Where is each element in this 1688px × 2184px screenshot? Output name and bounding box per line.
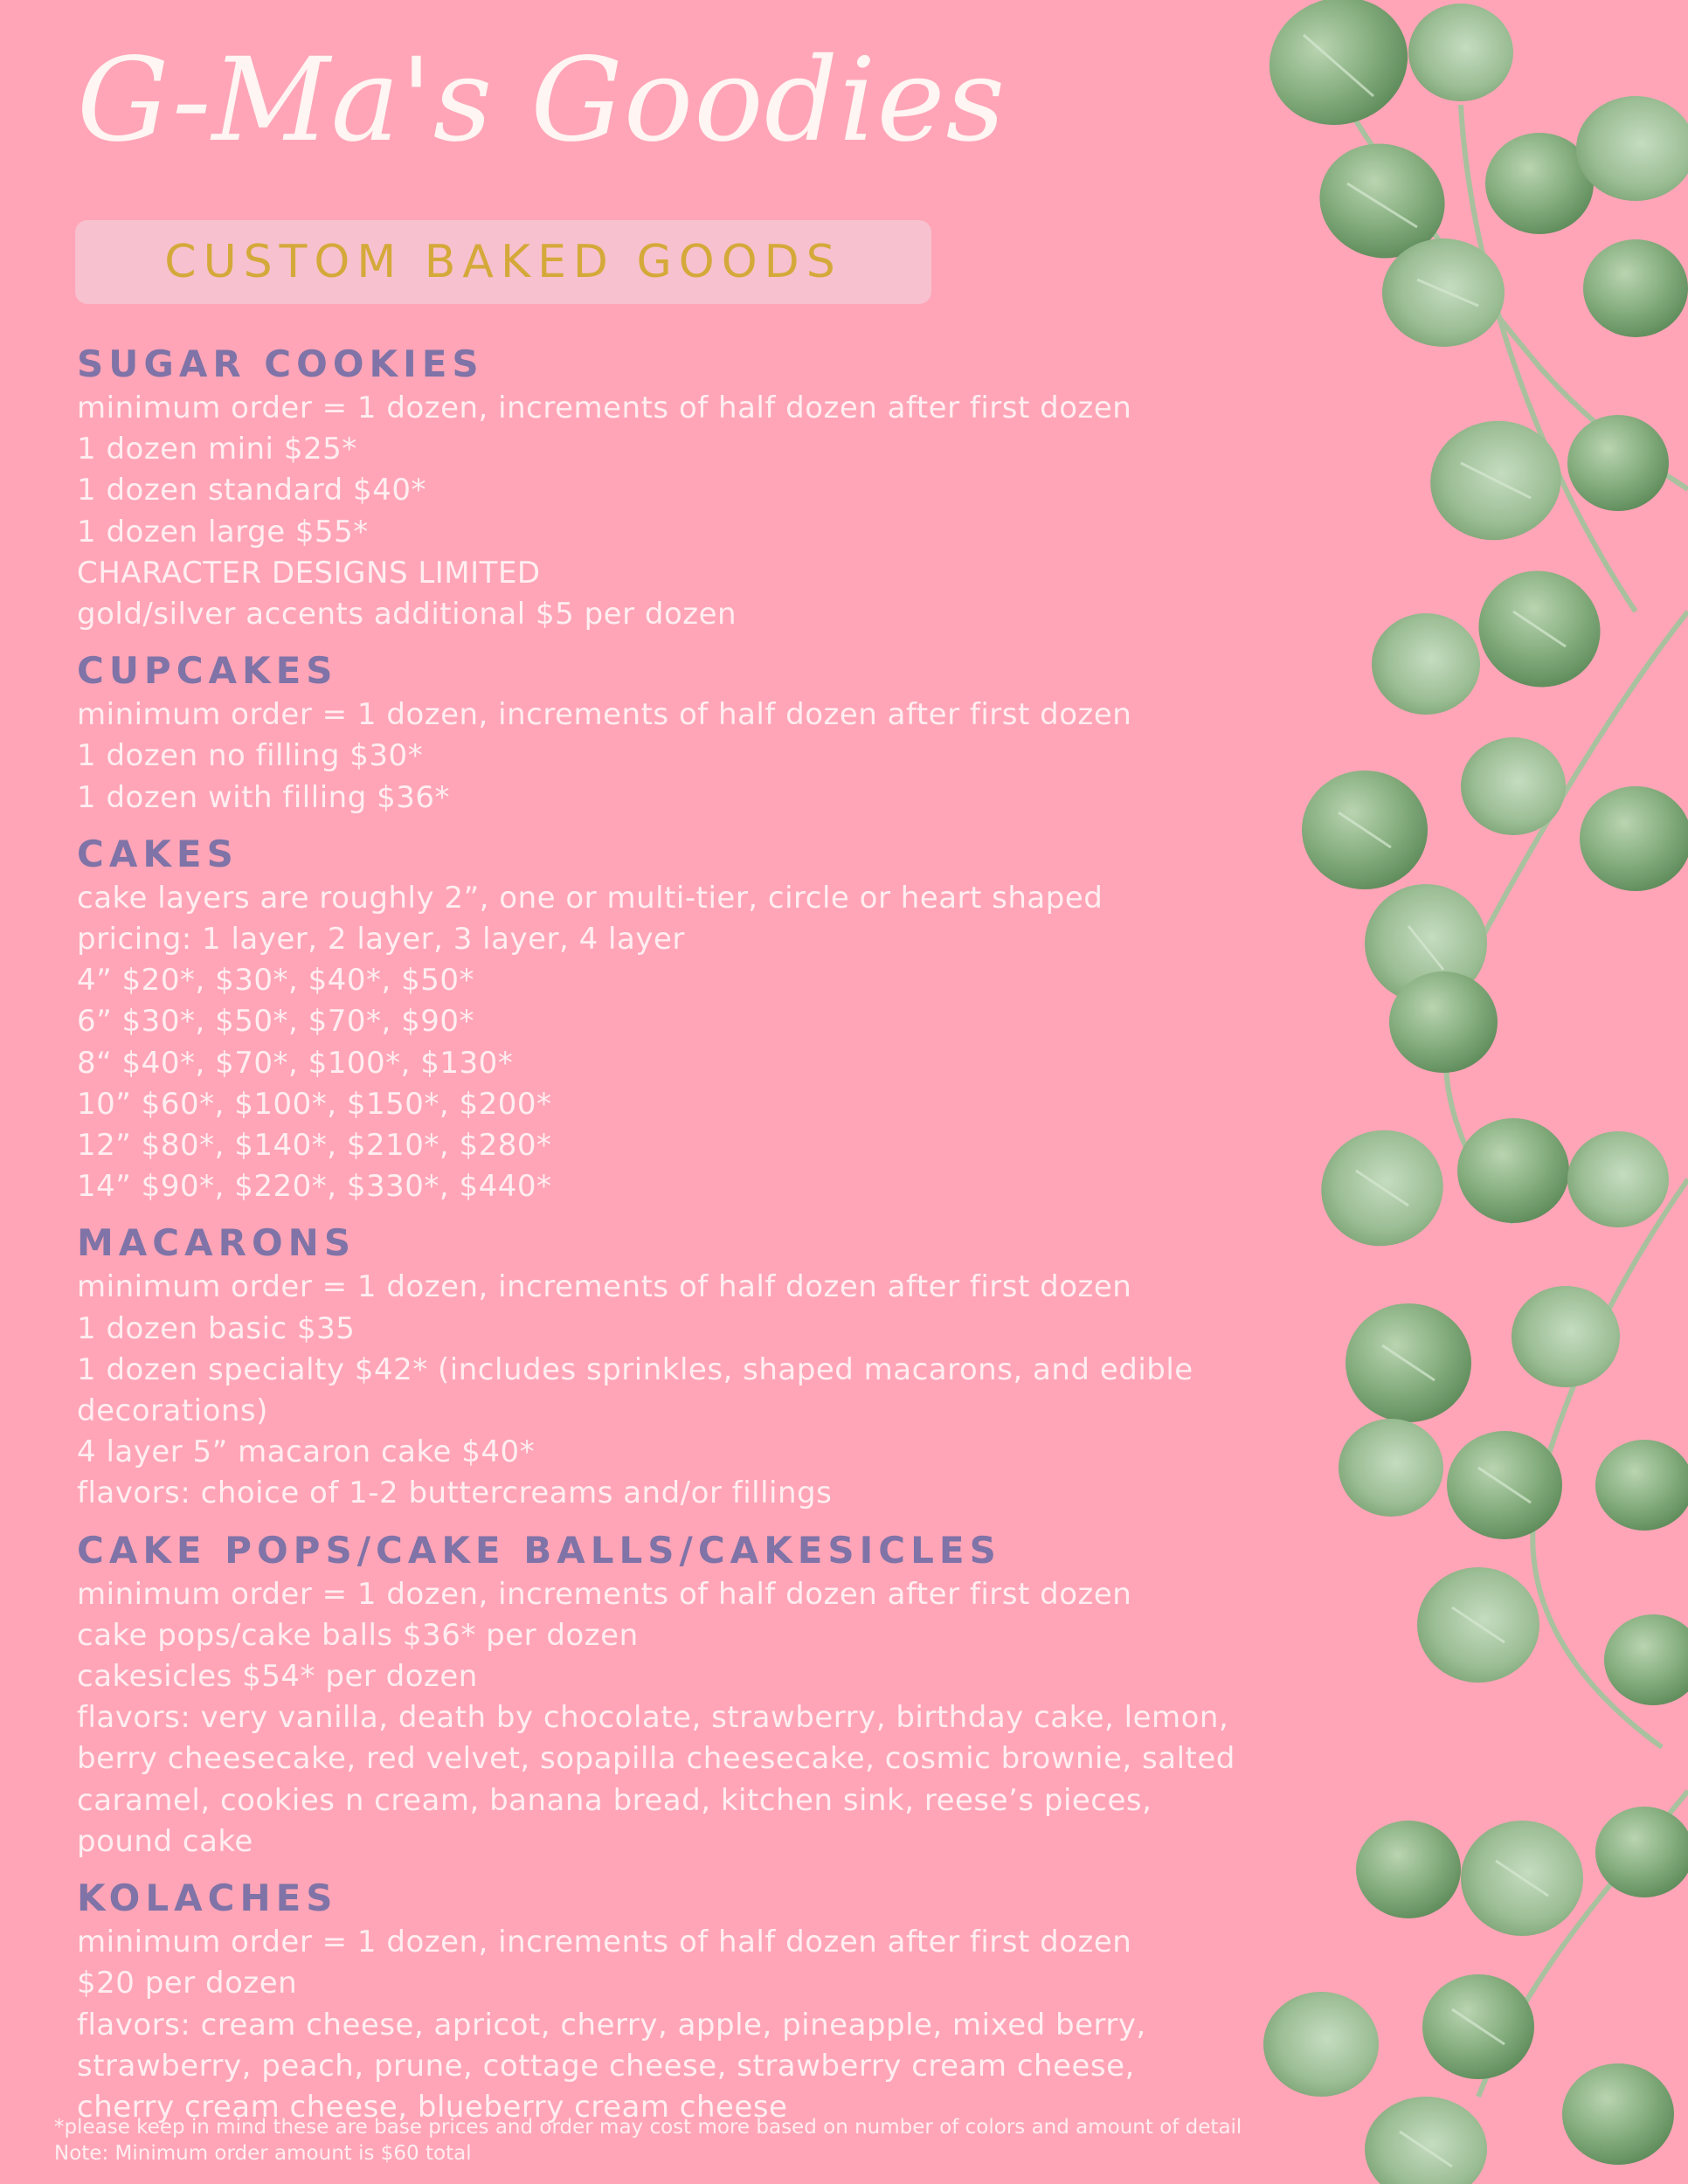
menu-line: 1 dozen large $55* (77, 514, 369, 549)
menu-line: 12” $80*, $140*, $210*, $280* (77, 1128, 552, 1164)
menu-line: berry cheesecake, red velvet, sopapilla cheesecake, cosmic brownie, salted (77, 1741, 1235, 1777)
menu-line: gold/silver accents additional $5 per dozen (77, 597, 737, 632)
menu-line: flavors: choice of 1-2 buttercreams and/or fillings (77, 1476, 833, 1511)
menu-line: minimum order = 1 dozen, increments of half dozen after first dozen (77, 697, 1132, 733)
section-heading: MACARONS (77, 1221, 356, 1265)
menu-line: minimum order = 1 dozen, increments of half dozen after first dozen (77, 1269, 1132, 1305)
menu-line: pricing: 1 layer, 2 layer, 3 layer, 4 layer (77, 922, 685, 957)
menu-line: cakesicles $54* per dozen (77, 1659, 478, 1695)
menu-line: 1 dozen specialty $42* (includes sprinkles, shaped macarons, and edible (77, 1351, 1193, 1387)
menu-line: minimum order = 1 dozen, increments of half dozen after first dozen (77, 1925, 1132, 1960)
menu-line: strawberry, peach, prune, cottage cheese, strawberry cream cheese, (77, 2048, 1135, 2084)
menu-line: 1 dozen standard $40* (77, 473, 426, 508)
menu-line: 1 dozen mini $25* (77, 432, 357, 467)
menu-line: minimum order = 1 dozen, increments of half dozen after first dozen (77, 390, 1132, 425)
menu-line: 8“ $40*, $70*, $100*, $130* (77, 1045, 514, 1081)
section-cake-pops (77, 1527, 1422, 1863)
footnotes (54, 2114, 1242, 2167)
section-heading: CAKE POPS/CAKE BALLS/CAKESICLES (77, 1528, 1001, 1572)
section-kolaches (77, 1875, 1422, 2128)
section-cakes (77, 831, 1422, 1208)
section-heading: CAKES (77, 832, 239, 875)
menu-line: 1 dozen basic $35 (77, 1310, 356, 1346)
menu-line: cake pops/cake balls $36* per dozen (77, 1617, 639, 1653)
section-macarons (77, 1220, 1422, 1514)
section-heading: KOLACHES (77, 1876, 338, 1920)
menu-line: caramel, cookies n cream, banana bread, kitchen sink, reese’s pieces, (77, 1782, 1152, 1818)
menu-line: 1 dozen with filling $36* (77, 779, 450, 815)
menu-line: cake layers are roughly 2”, one or multi-tier, circle or heart shaped (77, 880, 1103, 916)
section-cupcakes (77, 647, 1422, 819)
menu-line: pound cake (77, 1823, 253, 1859)
menu-line: 6” $30*, $50*, $70*, $90* (77, 1004, 474, 1040)
menu-line: 1 dozen no filling $30* (77, 738, 424, 774)
menu-line: 14” $90*, $220*, $330*, $440* (77, 1169, 552, 1205)
menu-line: CHARACTER DESIGNS LIMITED (77, 555, 541, 591)
subtitle: CUSTOM BAKED GOODS (164, 236, 842, 288)
menu-line: 4 layer 5” macaron cake $40* (77, 1434, 536, 1470)
menu-line: flavors: cream cheese, apricot, cherry, apple, pineapple, mixed berry, (77, 2007, 1146, 2042)
menu-line: $20 per dozen (77, 1966, 298, 2001)
section-sugar-cookies (77, 341, 1422, 635)
minimum-order-note: Note: Minimum order amount is $60 total (54, 2142, 472, 2165)
menu-line: 10” $60*, $100*, $150*, $200* (77, 1086, 552, 1122)
menu-line: flavors: very vanilla, death by chocolate, strawberry, birthday cake, lemon, (77, 1700, 1229, 1736)
menu-line: minimum order = 1 dozen, increments of half dozen after first dozen (77, 1576, 1132, 1612)
menu-line: 4” $20*, $30*, $40*, $50* (77, 963, 474, 999)
menu-line: cherry cream cheese, blueberry cream cheese (77, 2089, 788, 2125)
subtitle-banner (75, 220, 931, 304)
menu-list (77, 341, 1422, 2140)
page-title: G-Ma's Goodies (77, 33, 1007, 168)
pricing-disclaimer: *please keep in mind these are base prices and order may cost more based on number of colors and amount of detail (54, 2116, 1242, 2139)
menu-line: decorations) (77, 1393, 268, 1429)
section-heading: CUPCAKES (77, 649, 338, 693)
section-heading: SUGAR COOKIES (77, 342, 484, 385)
